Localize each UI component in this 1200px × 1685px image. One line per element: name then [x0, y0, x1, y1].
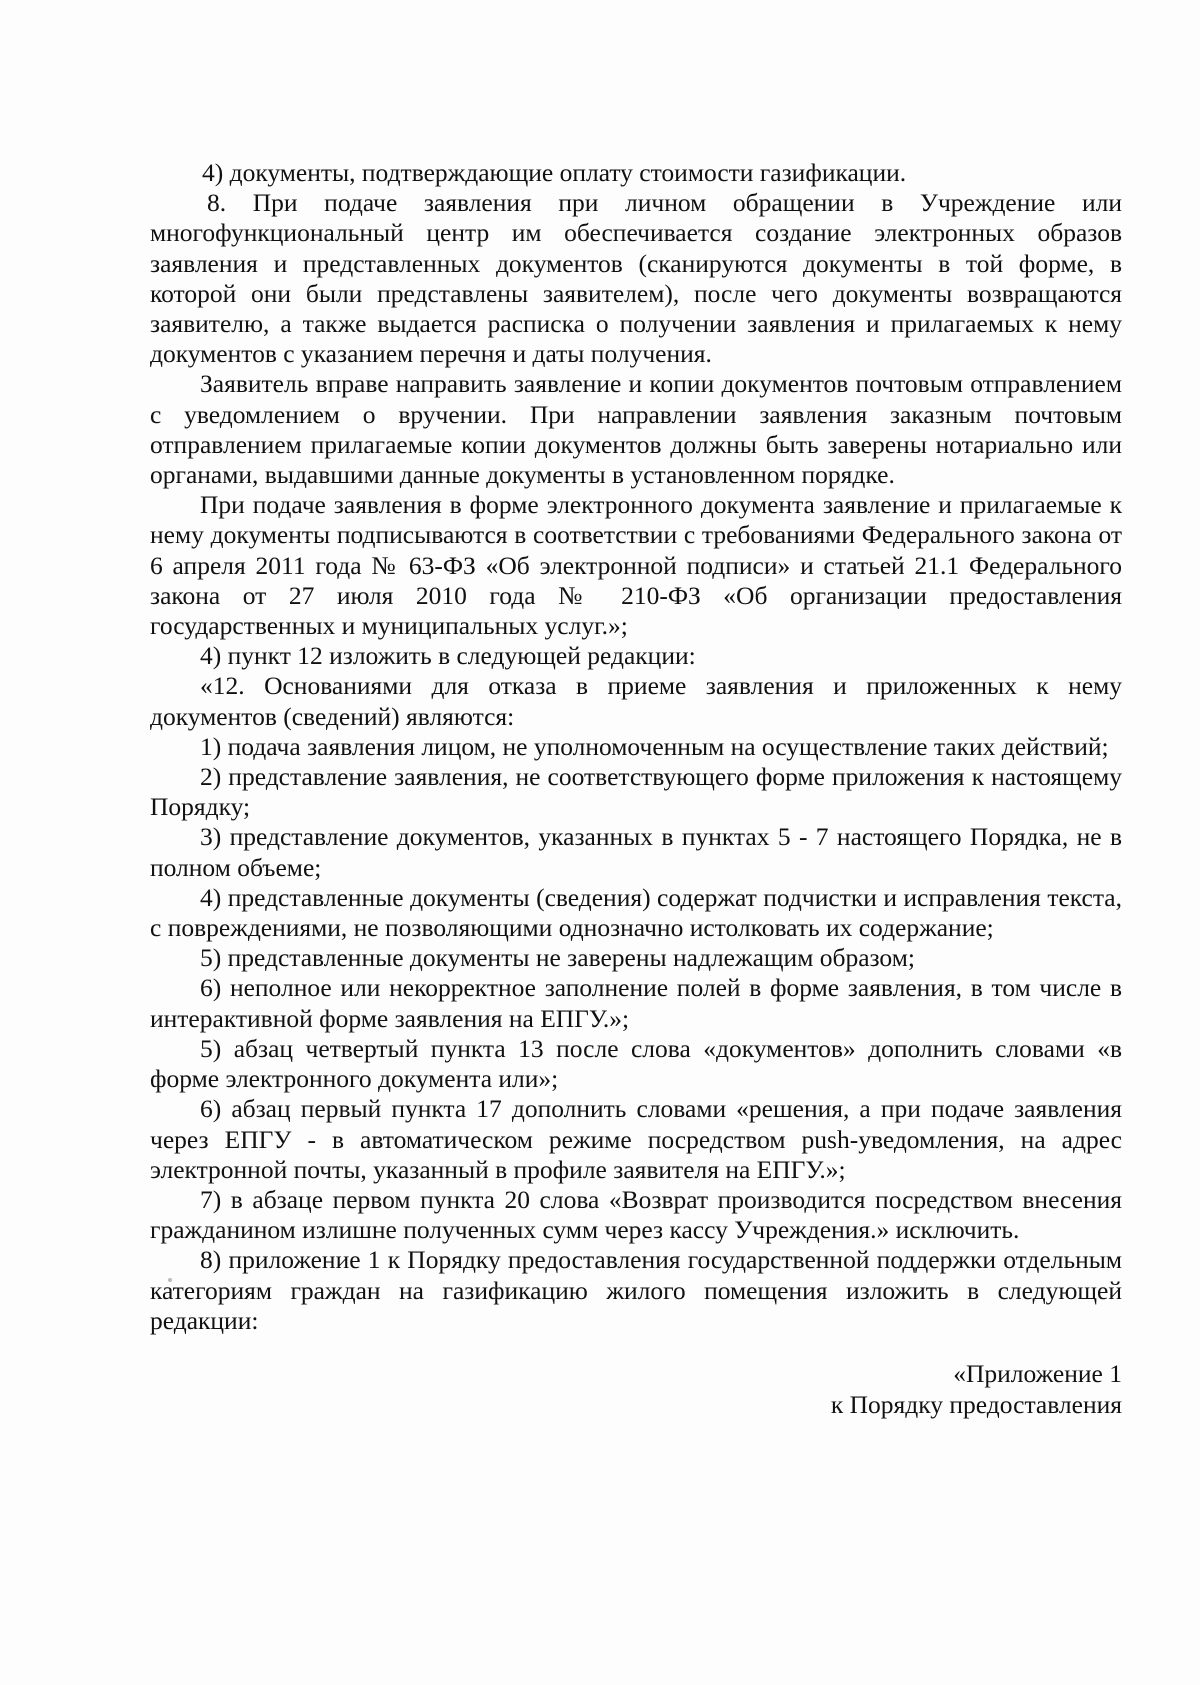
paragraph-item-8: 8. При подаче заявления при личном обращении в Учреждение или многофункциональный центр им обеспечивается создание электронных образов заявления и представленных документов (сканируются документы в той форме, в которой они были представлены заявителем), после чего документы возвращаются заявителю, а также выдается расписка о получении заявления и прилагаемых к нему документов с указанием перечня и даты получения. [150, 188, 1122, 369]
paragraph-amend-item-17: 6) абзац первый пункта 17 дополнить словами «решения, а при подаче заявления через ЕПГУ - в автоматическом режиме посредством push-уведомления, на адрес электронной почты, указанный в профиле заявителя на ЕПГУ.»; [150, 1094, 1122, 1184]
paragraph-ground-4: 4) представленные документы (сведения) содержат подчистки и исправления текста, с повреждениями, не позволяющими однозначно истолковать их содержание; [150, 882, 1122, 943]
paragraph-amend-item-20: 7) в абзаце первом пункта 20 слова «Возврат производится посредством внесения гражданином излишне полученных сумм через кассу Учреждения.» исключить. [150, 1184, 1122, 1245]
paragraph-ground-6: 6) неполное или некорректное заполнение полей в форме заявления, в том числе в интерактивной форме заявления на ЕПГУ.»; [150, 973, 1122, 1033]
paragraph-ground-5: 5) представленные документы не заверены надлежащим образом; [200, 943, 915, 973]
appendix-subtitle: к Порядку предоставления [830, 1389, 1122, 1419]
paragraph-amend-item-13: 5) абзац четвертый пункта 13 после слова «документов» дополнить словами «в форме электронного документа или»; [150, 1033, 1122, 1094]
paragraph-postal-submission: Заявитель вправе направить заявление и копии документов почтовым отправлением с уведомлением о вручении. При направлении заявления заказным почтовым отправлением прилагаемые копии документов должны быть заверены нотариально или органами, выдавшими данные документы в установленном порядке. [150, 369, 1122, 490]
paragraph-amend-appendix-1: 8) приложение 1 к Порядку предоставления государственной поддержки отдельным категориям граждан на газификацию жилого помещения изложить в следующей редакции: [150, 1245, 1122, 1335]
paragraph-item-12-grounds: «12. Основаниями для отказа в приеме заявления и приложенных к нему документов (сведений) являются: [150, 671, 1122, 731]
appendix-title: «Приложение 1 [953, 1358, 1122, 1388]
paragraph-ground-3: 3) представление документов, указанных в пунктах 5 - 7 настоящего Порядка, не в полном объеме; [150, 822, 1122, 882]
paragraph-ground-1: 1) подача заявления лицом, не уполномоченным на осуществление таких действий; [200, 731, 1109, 761]
paragraph-ground-2: 2) представление заявления, не соответствующего форме приложения к настоящему Порядку; [150, 762, 1122, 822]
paragraph-amend-item-12: 4) пункт 12 изложить в следующей редакции: [200, 641, 696, 671]
paragraph-electronic-submission: При подаче заявления в форме электронного документа заявление и прилагаемые к нему документы подписываются в соответствии с требованиями Федерального закона от 6 апреля 2011 года № 63-ФЗ «Об электронной подписи» и статьей 21.1 Федерального закона от 27 июля 2010 года № 210-ФЗ «Об организации предоставления государственных и муниципальных услуг.»; [150, 490, 1122, 641]
paragraph-item-4-documents: 4) документы, подтверждающие оплату стоимости газификации. [202, 158, 907, 187]
appendix-heading [150, 1358, 1122, 1420]
document-body [150, 158, 1122, 1420]
